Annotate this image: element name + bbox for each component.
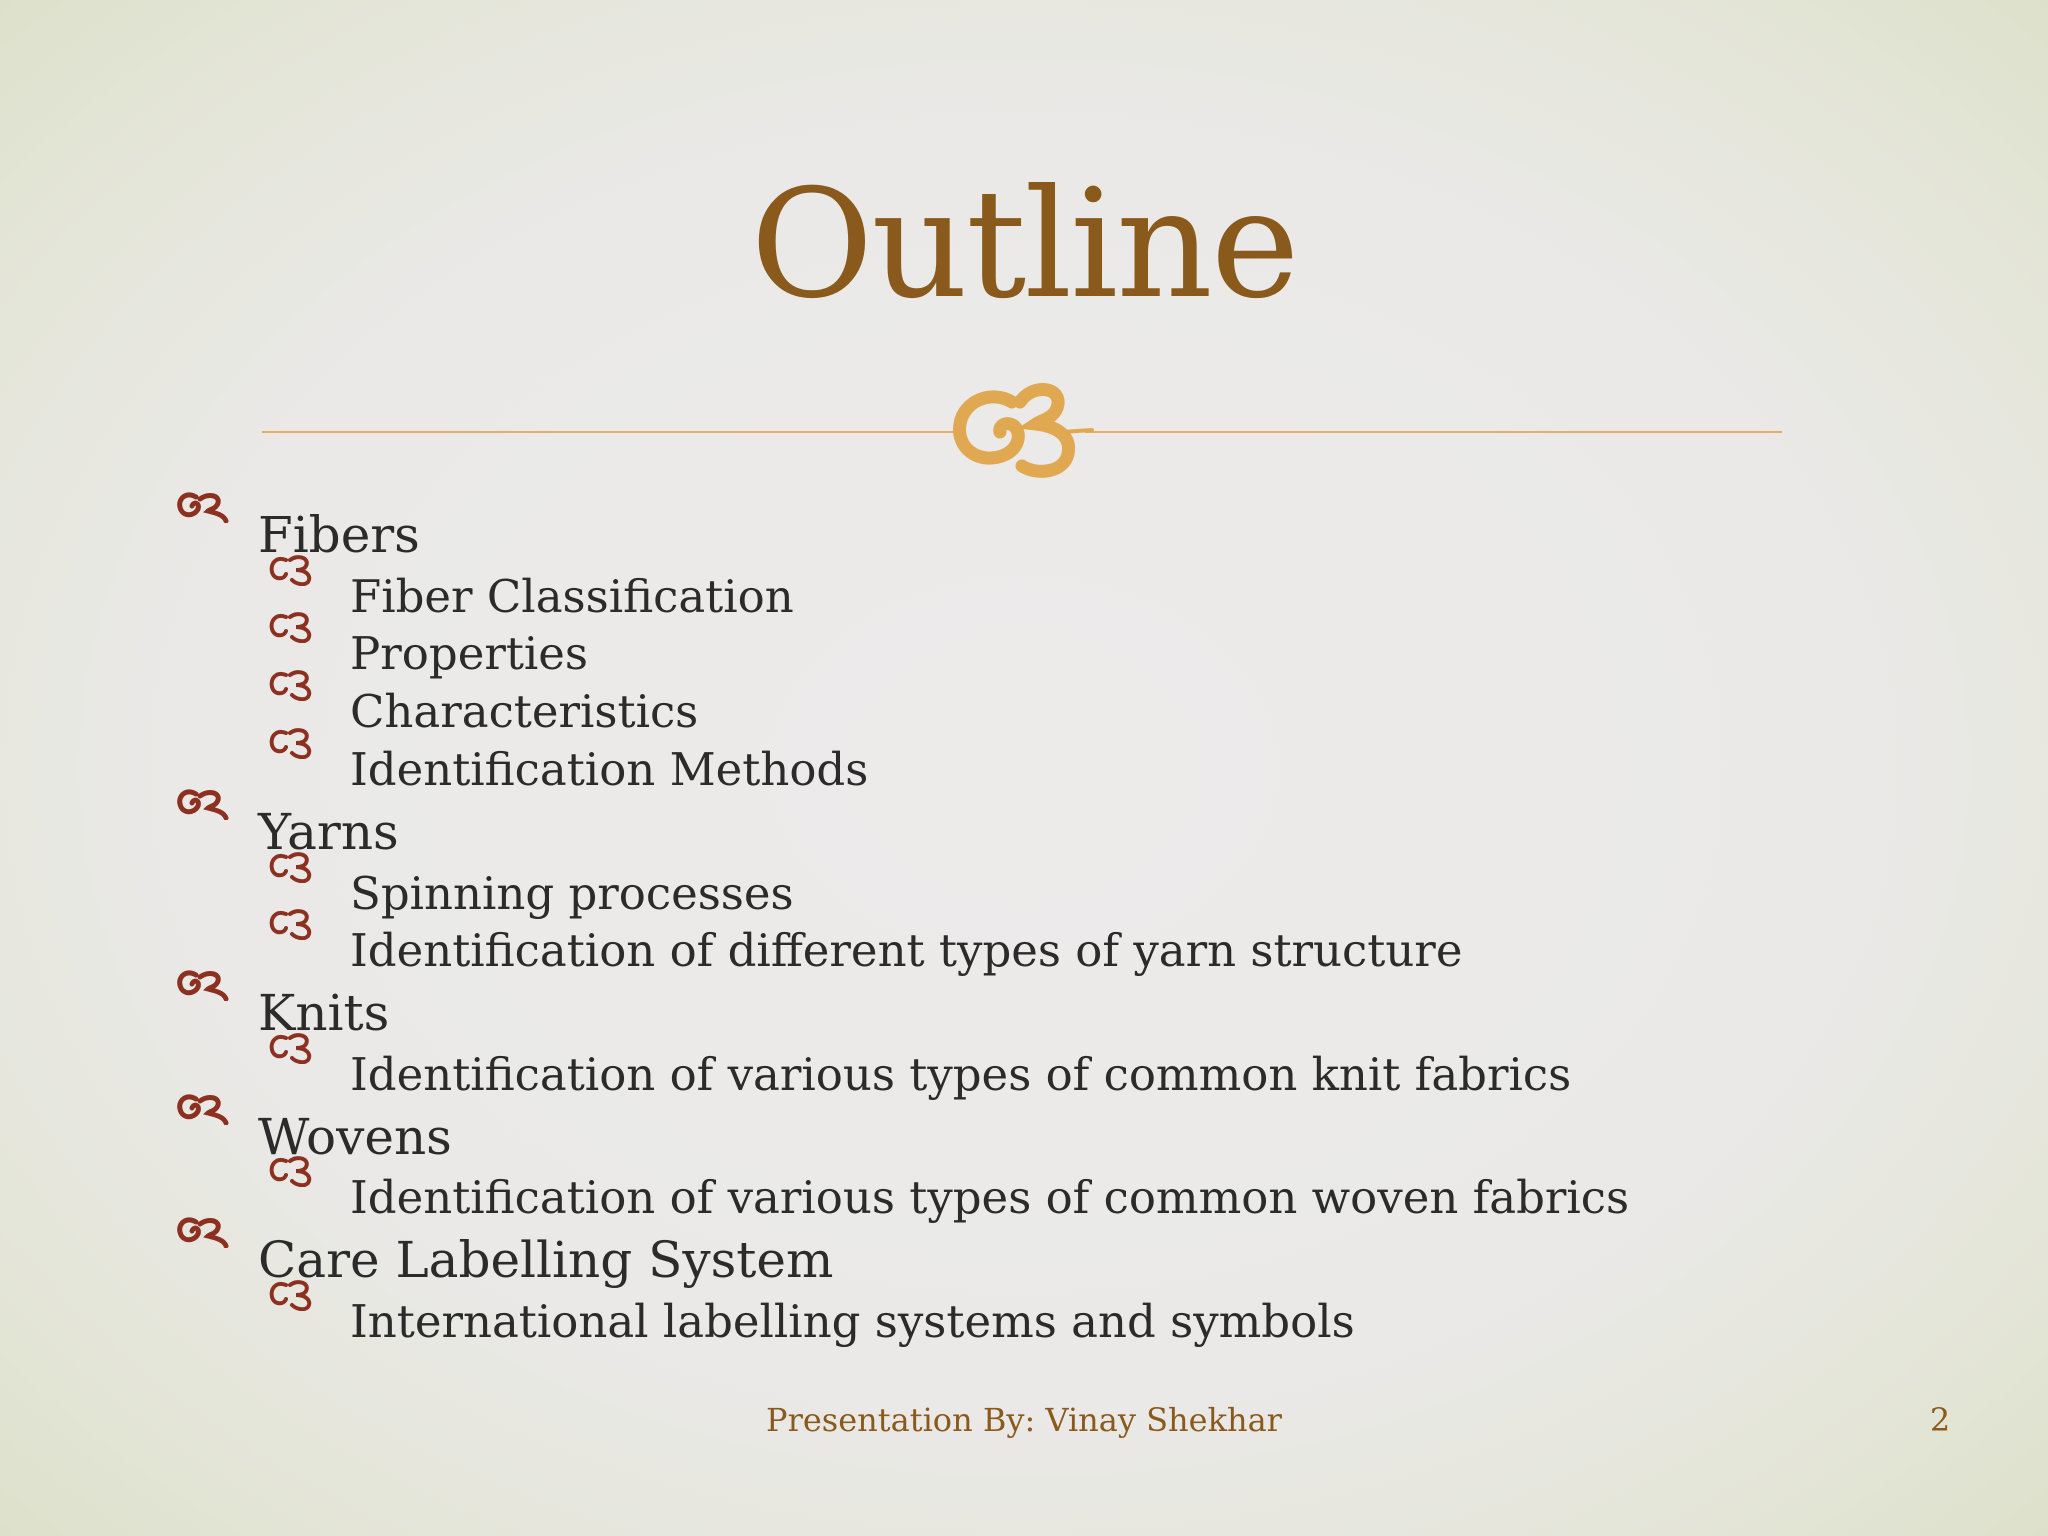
list-subitem-label: Characteristics (350, 685, 699, 738)
flourish-bullet-icon (176, 1089, 230, 1125)
list-item-label: Wovens (258, 1108, 452, 1166)
list-item-label: Knits (258, 984, 390, 1042)
list-item-label: Care Labelling System (258, 1231, 834, 1289)
list-subitem-label: Spinning processes (350, 867, 794, 920)
swirl-bullet-icon (268, 725, 314, 759)
list-subitem-label: Fiber Classification (350, 570, 794, 623)
page-number: 2 (1929, 1401, 1951, 1439)
list-item-label: Fibers (258, 506, 420, 564)
list-subitem-label: Properties (350, 627, 589, 680)
title-divider-right (1085, 431, 1782, 433)
swirl-bullet-icon (268, 609, 314, 643)
swirl-bullet-icon (268, 1153, 314, 1187)
swirl-bullet-icon (268, 1030, 314, 1064)
swirl-bullet-icon (268, 1277, 314, 1311)
flourish-bullet-icon (176, 784, 230, 820)
swash-ornament-icon (950, 372, 1100, 482)
swirl-bullet-icon (268, 906, 314, 940)
flourish-bullet-icon (176, 487, 230, 523)
swirl-bullet-icon (268, 849, 314, 883)
slide-title: Outline (750, 158, 1298, 332)
list-item-label: Yarns (258, 803, 399, 861)
list-subitem-label: Identification of different types of yarn structure (350, 924, 1463, 977)
flourish-bullet-icon (176, 965, 230, 1001)
list-subitem-label: Identification of various types of common knit fabrics (350, 1048, 1572, 1101)
footer-presenter: Presentation By: Vinay Shekhar (766, 1401, 1282, 1439)
flourish-bullet-icon (176, 1212, 230, 1248)
list-subitem-label: International labelling systems and symbols (350, 1295, 1355, 1348)
swirl-bullet-icon (268, 552, 314, 586)
list-subitem-label: Identification of various types of common woven fabrics (350, 1171, 1630, 1224)
title-divider-left (262, 431, 962, 433)
list-subitem-label: Identification Methods (350, 743, 869, 796)
swirl-bullet-icon (268, 667, 314, 701)
